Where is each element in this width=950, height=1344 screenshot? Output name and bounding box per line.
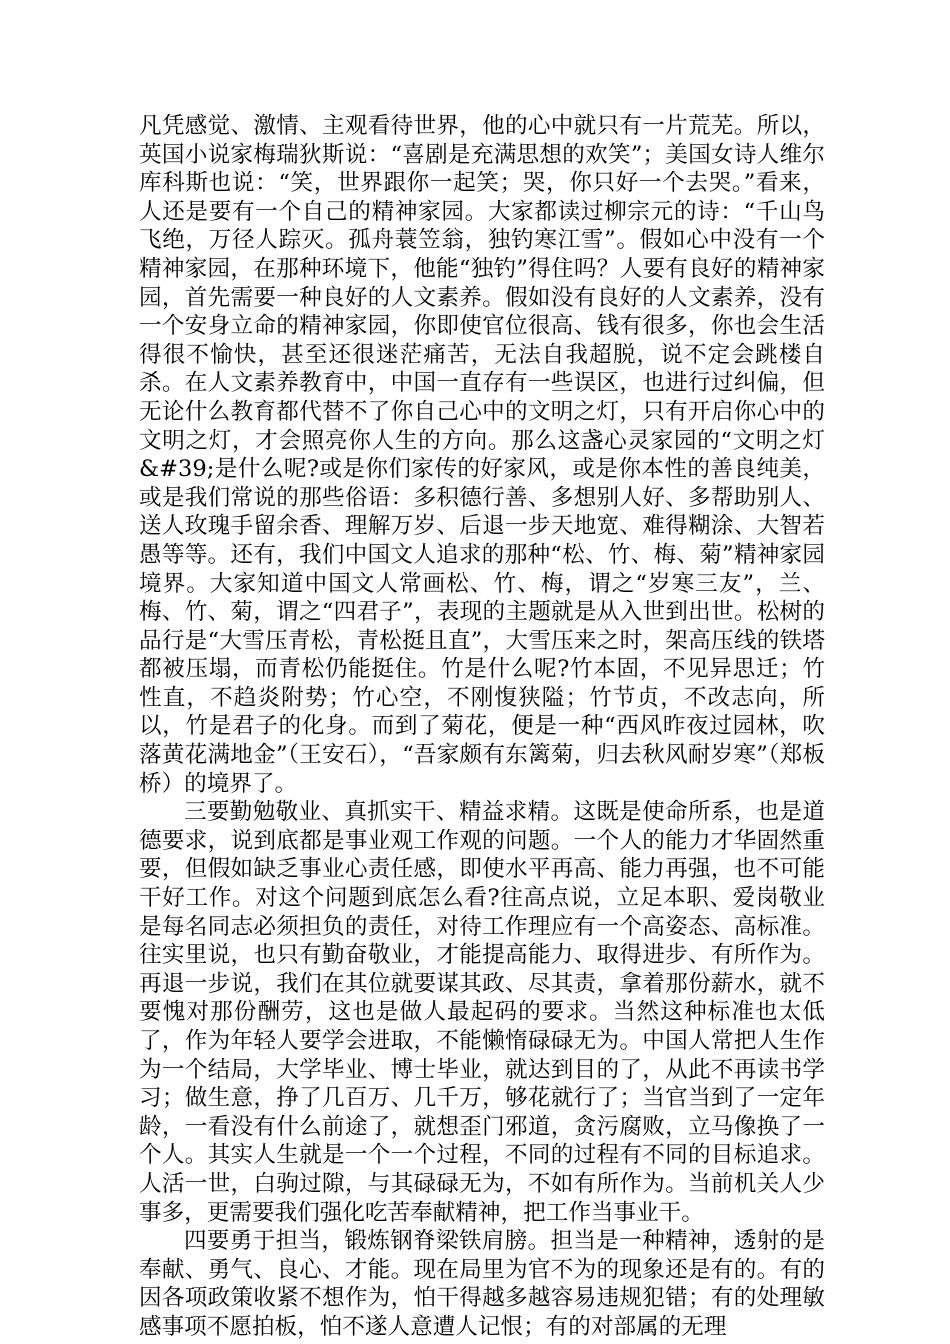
paragraph-2: 三要勤勉敬业、真抓实干、精益求精。这既是使命所系，也是道德要求，说到底都是事业观工作观的问题。一个人的能力才华固然重要，但假如缺乏事业心责任感，即使水平再高、能力再强，也不可能干好工作。对这个问题到底怎么看?往高点说，立足本职、爱岗敬业是每名同志必须担负的责任，对待工作理应有一个高姿态、高标准。往实里说，也只有勤奋敬业，才能提高能力、取得进步、有所作为。再退一步说，我们在其位就要谋其政、尽其责，拿着那份薪水，就不要愧对那份酬劳，这也是做人最起码的要求。当然这种标准也太低了，作为年轻人要学会进取，不能懒惰碌碌无为。中国人常把人生作为一个结局，大学毕业、博士毕业，就达到目的了，从此不再读书学习；做生意，挣了几百万、几千万，够花就行了；当官当到了一定年龄，一看没有什么前途了，就想歪门邪道，贪污腐败，立马像换了一个人。其实人生就是一个一个过程，不同的过程有不同的目标追求。人活一世，白驹过隙，与其碌碌无为，不如有所作为。当前机关人少事多，更需要我们强化吃苦奉献精神，把工作当事业干。 <box>139 799 825 1226</box>
paragraph-1: 凡凭感觉、激情、主观看待世界，他的心中就只有一片荒芜。所以，英国小说家梅瑞狄斯说：“喜剧是充满思想的欢笑”；美国女诗人维尔库科斯也说：“笑，世界跟你一起笑；哭，你只好一个去哭。”看来，人还是要有一个自己的精神家园。大家都读过柳宗元的诗：“千山鸟飞绝，万径人踪灭。孤舟蓑笠翁，独钓寒江雪”。假如心中没有一个精神家园，在那种环境下，他能“独钓”得住吗？人要有良好的精神家园，首先需要一种良好的人文素养。假如没有良好的人文素养，没有一个安身立命的精神家园，你即使官位很高、钱有很多，你也会生活得很不愉快，甚至还很迷茫痛苦，无法自我超脱，说不定会跳楼自杀。在人文素养教育中，中国一直存有一些误区，也进行过纠偏，但无论什么教育都代替不了你自己心中的文明之灯，只有开启你心中的文明之灯，才会照亮你人生的方向。那么这盏心灵家园的“文明之灯&#39;是什么呢?或是你们家传的好家风，或是你本性的善良纯美，或是我们常说的那些俗语：多积德行善、多想别人好、多帮助别人、送人玫瑰手留余香、理解万岁、后退一步天地宽、难得糊涂、大智若愚等等。还有，我们中国文人追求的那种“松、竹、梅、菊”精神家园境界。大家知道中国文人常画松、竹、梅，谓之“岁寒三友”，兰、梅、竹、菊，谓之“四君子”，表现的主题就是从入世到出世。松树的品行是“大雪压青松，青松挺且直”，大雪压来之时，架高压线的铁塔都被压塌，而青松仍能挺住。竹是什么呢?竹本固，不见异思迁；竹性直，不趋炎附势；竹心空，不刚愎狭隘；竹节贞，不改志向，所以，竹是君子的化身。而到了菊花，便是一种“西风昨夜过园林，吹落黄花满地金”（王安石），“吾家颇有东篱菊，归去秋风耐岁寒”（郑板桥）的境界了。 <box>139 113 825 797</box>
document-body <box>139 112 825 1342</box>
paragraph-3: 四要勇于担当，锻炼钢脊梁铁肩膀。担当是一种精神，透射的是奉献、勇气、良心、才能。现在局里为官不为的现象还是有的。有的因各项政策收紧不想作为，怕干得越多越容易违规犯错；有的处理敏感事项不愿拍板，怕不遂人意遭人记恨；有的对部属的无理 <box>139 1228 825 1340</box>
